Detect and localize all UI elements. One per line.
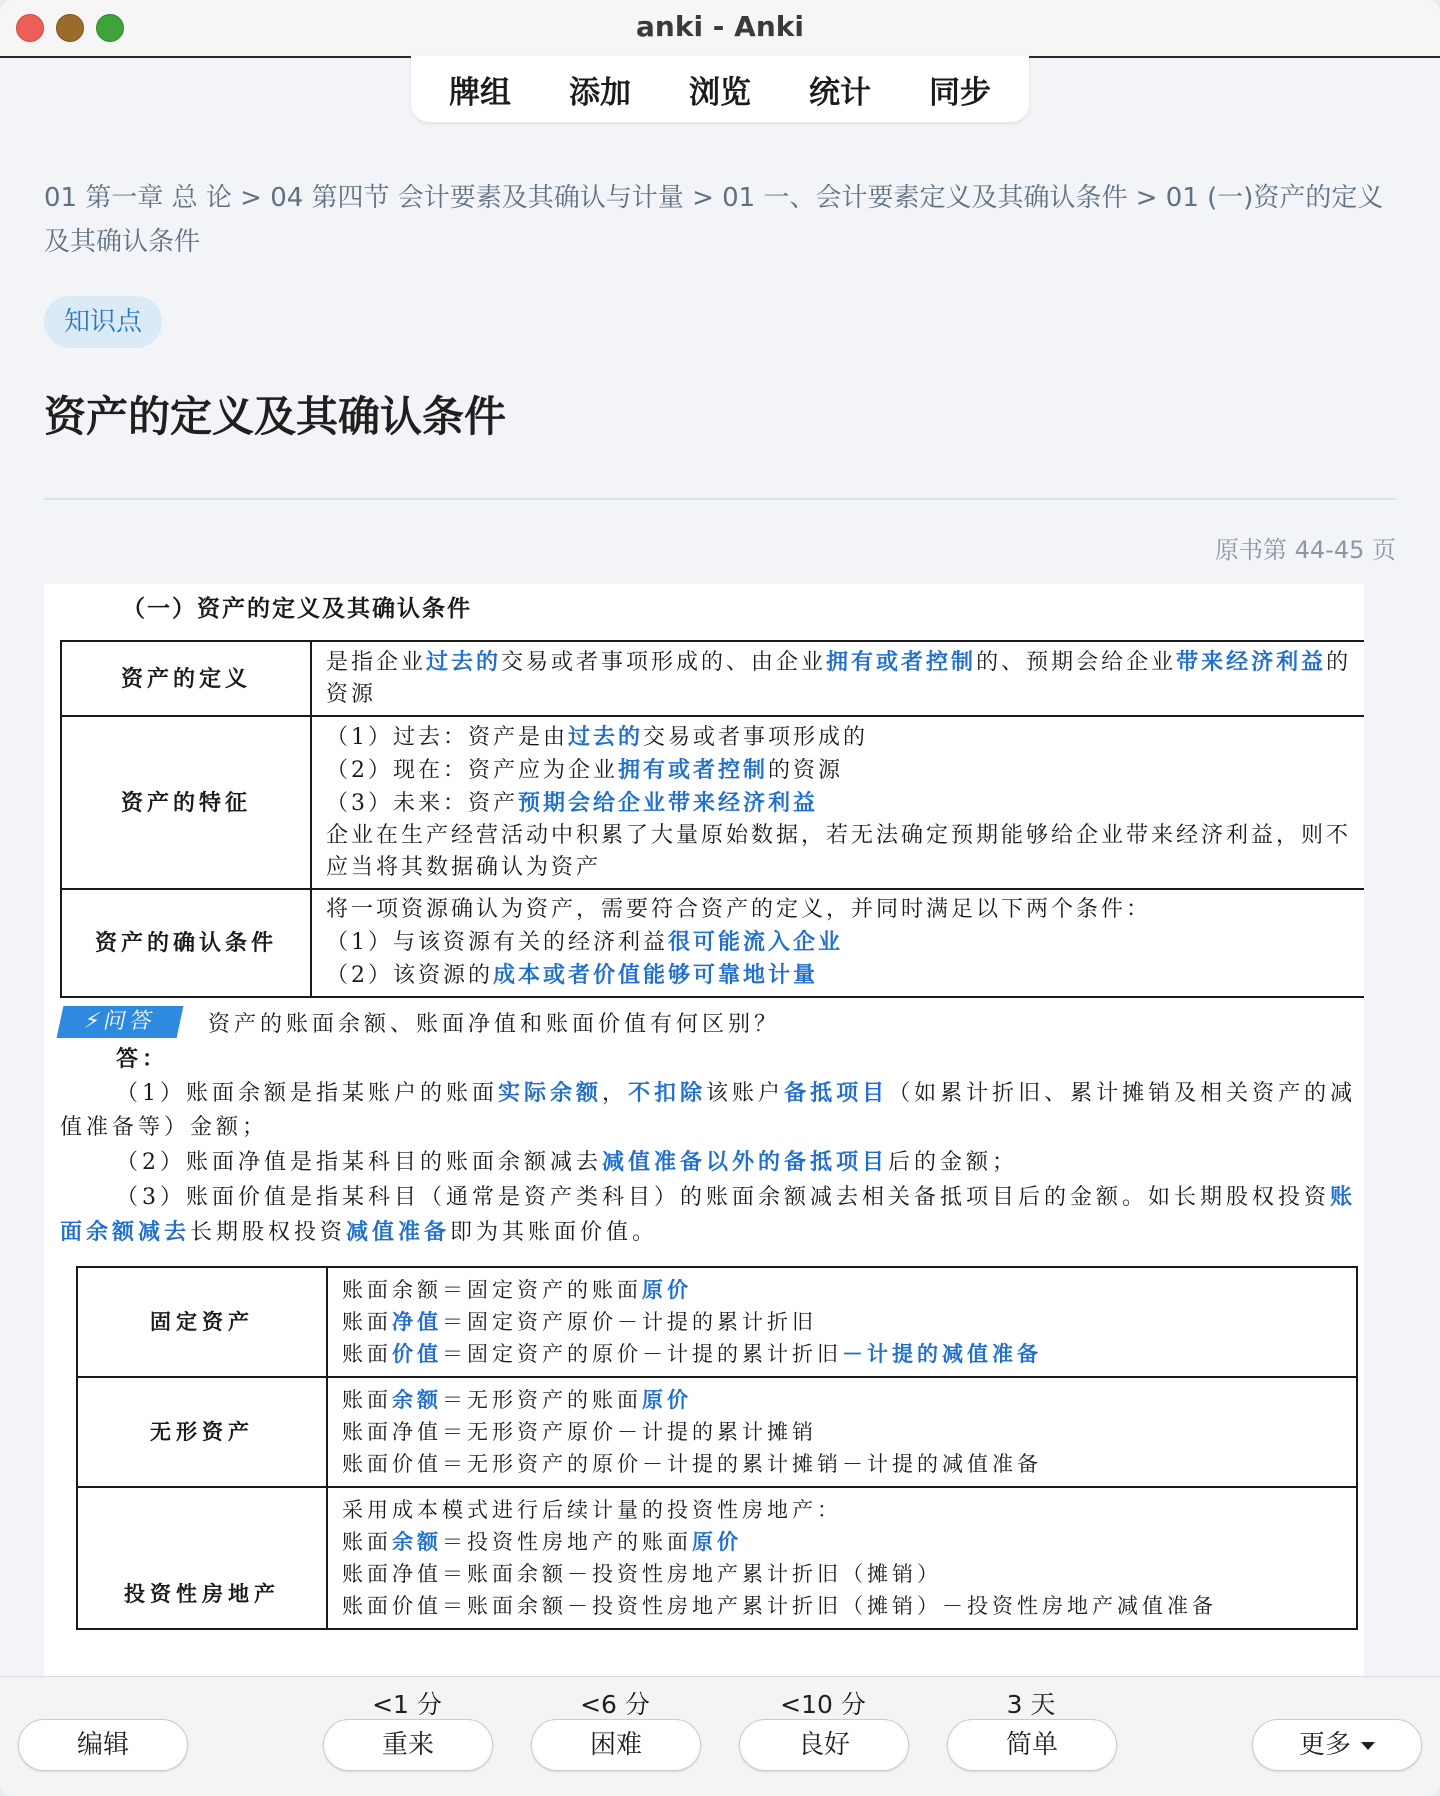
line: 将一项资源确认为资产，需要符合资产的定义，并同时满足以下两个条件： xyxy=(326,897,1152,922)
interval-again: <1 分 xyxy=(372,1690,442,1719)
highlight-text: 原价 xyxy=(642,1277,692,1302)
text: 账面 xyxy=(342,1342,392,1366)
highlight-text: 成本或者价值能够可靠地计量 xyxy=(493,962,819,988)
hard-button[interactable]: 困难 xyxy=(531,1719,701,1771)
table-cell xyxy=(327,1377,1357,1487)
page-title: 资产的定义及其确认条件 xyxy=(44,392,507,441)
line xyxy=(326,721,1364,754)
line: 账面净值＝账面余额－投资性房地产累计折旧（摊销） xyxy=(342,1562,942,1586)
table-cell xyxy=(311,641,1364,716)
nav-add[interactable]: 添加 xyxy=(569,74,631,111)
line xyxy=(342,1384,1342,1416)
text: （2）该资源的 xyxy=(326,963,493,988)
easy-button[interactable]: 简单 xyxy=(947,1719,1117,1771)
highlight-text: 拥有或者控制 xyxy=(618,757,769,783)
line: 采用成本模式进行后续计量的投资性房地产： xyxy=(342,1498,842,1522)
nav-stats[interactable]: 统计 xyxy=(809,74,871,111)
text: （3）账面价值是指某科目（通常是资产类科目）的账面余额减去相关备抵项目后的金额。如长期股权投资 xyxy=(116,1185,1331,1210)
table-cell xyxy=(311,716,1364,889)
interval-easy: 3 天 xyxy=(1006,1690,1056,1719)
edit-button[interactable]: 编辑 xyxy=(18,1719,188,1771)
text: ＝投资性房地产的账面 xyxy=(442,1530,692,1554)
text: 后的金额； xyxy=(888,1150,1019,1175)
good-button[interactable]: 良好 xyxy=(739,1719,909,1771)
row-header: 资产的确认条件 xyxy=(61,889,311,997)
page-reference: 原书第 44-45 页 xyxy=(1215,536,1396,564)
row-header: 无形资产 xyxy=(77,1377,327,1487)
text: 的、预期会给企业 xyxy=(976,650,1177,675)
highlight-text: 原价 xyxy=(642,1387,692,1412)
highlight-text: 减值准备 xyxy=(346,1219,451,1245)
text: 账面余额＝固定资产的账面 xyxy=(342,1278,642,1302)
highlight-text: －计提的减值准备 xyxy=(842,1341,1042,1366)
highlight-text: 过去的 xyxy=(426,649,502,675)
highlight-text: 账面余额减去 xyxy=(60,1184,1357,1245)
text: 交易或者事项形成的、由企业 xyxy=(501,650,827,675)
highlight-text: 价值 xyxy=(392,1341,442,1366)
book-value-table xyxy=(76,1266,1358,1630)
highlight-text: 拥有或者控制 xyxy=(826,649,977,675)
row-header: 资产的特征 xyxy=(61,716,311,889)
text: （1）账面余额是指某账户的账面 xyxy=(116,1081,498,1106)
breadcrumb: 01 第一章 总 论 > 04 第四节 会计要素及其确认与计量 > 01 一、会计要素定义及其确认条件 > 01 (一)资产的定义及其确认条件 xyxy=(44,183,1384,257)
table-row xyxy=(77,1267,1357,1377)
line: 账面价值＝无形资产的原价－计提的累计摊销－计提的减值准备 xyxy=(342,1452,1042,1476)
highlight-text: 余额 xyxy=(392,1387,442,1412)
text: （2）现在：资产应为企业 xyxy=(326,758,618,783)
answer-1 xyxy=(60,1076,1364,1145)
line xyxy=(342,1526,1342,1558)
qa-question xyxy=(60,1006,1364,1038)
answer-3 xyxy=(60,1180,1364,1250)
divider xyxy=(44,498,1396,500)
answer-label: 答： xyxy=(116,1046,169,1072)
text: 的资源 xyxy=(326,650,1352,707)
table-cell xyxy=(311,889,1364,997)
highlight-text: 实际余额 xyxy=(498,1080,603,1106)
top-nav xyxy=(411,56,1029,122)
text: （1）与该资源有关的经济利益 xyxy=(326,930,668,955)
highlight-text: 很可能流入企业 xyxy=(668,929,844,955)
line: 账面净值＝无形资产原价－计提的累计摊销 xyxy=(342,1420,817,1444)
interval-good: <10 分 xyxy=(780,1690,866,1719)
asset-definition-table xyxy=(60,640,1364,998)
question-text: 资产的账面余额、账面净值和账面价值有何区别？ xyxy=(208,1011,781,1037)
nav-sync[interactable]: 同步 xyxy=(929,74,991,111)
lightning-icon: ⚡ xyxy=(81,1009,107,1034)
table-row xyxy=(61,716,1364,889)
chevron-down-icon xyxy=(1361,1742,1375,1750)
nav-browse[interactable]: 浏览 xyxy=(689,74,751,111)
text: 账面 xyxy=(342,1310,392,1334)
line xyxy=(326,787,1364,820)
text: 账面 xyxy=(342,1530,392,1554)
again-button[interactable]: 重来 xyxy=(323,1719,493,1771)
text: ＝固定资产的原价－计提的累计折旧 xyxy=(442,1342,842,1366)
text: （3）未来：资产 xyxy=(326,791,518,816)
line xyxy=(342,1306,1342,1338)
text: （如累计折旧、累计摊销及相关资产的减值准备等）金额； xyxy=(60,1081,1357,1140)
more-label: 更多 xyxy=(1298,1730,1351,1760)
line xyxy=(326,959,1364,992)
table-cell xyxy=(327,1267,1357,1377)
line xyxy=(342,1274,1342,1306)
table-row xyxy=(61,641,1364,716)
highlight-text: 备抵项目 xyxy=(784,1080,889,1106)
line xyxy=(326,926,1364,959)
line xyxy=(326,754,1364,787)
highlight-text: 原价 xyxy=(692,1529,742,1554)
title-bar xyxy=(0,0,1440,58)
line: 账面价值＝账面余额－投资性房地产累计折旧（摊销）－投资性房地产减值准备 xyxy=(342,1594,1217,1618)
table-cell xyxy=(327,1487,1357,1629)
highlight-text: 不扣除 xyxy=(628,1080,707,1106)
qa-badge-label: 问答 xyxy=(101,1009,159,1034)
line: 企业在生产经营活动中积累了大量原始数据，若无法确定预期能够给企业带来经济利益，则不应当将其数据确认为资产 xyxy=(326,823,1352,880)
text: 即为其账面价值。 xyxy=(450,1220,659,1245)
highlight-text: 过去的 xyxy=(568,724,644,750)
more-button[interactable] xyxy=(1252,1719,1422,1771)
qa-badge xyxy=(57,1006,184,1038)
text: 的资源 xyxy=(768,758,844,783)
line xyxy=(342,1338,1342,1370)
text: ＝无形资产的账面 xyxy=(442,1388,642,1412)
text: 是指企业 xyxy=(326,650,427,675)
answer-bar xyxy=(0,1676,1440,1796)
table-row xyxy=(77,1377,1357,1487)
row-header: 投资性房地产 xyxy=(77,1487,327,1629)
highlight-text: 带来经济利益 xyxy=(1176,649,1327,675)
row-header: 资产的定义 xyxy=(61,641,311,716)
interval-hard: <6 分 xyxy=(580,1690,650,1719)
qa-answer xyxy=(60,1042,1364,1250)
nav-decks[interactable]: 牌组 xyxy=(449,74,511,111)
highlight-text: 预期会给企业带来经济利益 xyxy=(518,790,819,816)
knowledge-point-tag: 知识点 xyxy=(44,296,162,348)
text: 长期股权投资 xyxy=(190,1220,347,1245)
highlight-text: 净值 xyxy=(392,1309,442,1334)
text: 该账户 xyxy=(706,1081,785,1106)
text: 账面 xyxy=(342,1388,392,1412)
text: 交易或者事项形成的 xyxy=(643,725,869,750)
answer-2 xyxy=(60,1145,1364,1180)
table-row xyxy=(77,1487,1357,1629)
text: ， xyxy=(602,1081,629,1106)
highlight-text: 余额 xyxy=(392,1529,442,1554)
window-title: anki - Anki xyxy=(636,10,804,43)
row-header: 固定资产 xyxy=(77,1267,327,1377)
table-row xyxy=(61,889,1364,997)
scanned-textbook-page xyxy=(44,584,1364,1676)
text: （2）账面净值是指某科目的账面余额减去 xyxy=(116,1150,602,1175)
text: ＝固定资产原价－计提的累计折旧 xyxy=(442,1310,817,1334)
highlight-text: 减值准备以外的备抵项目 xyxy=(602,1149,889,1175)
text: （1）过去：资产是由 xyxy=(326,725,568,750)
section-heading: （一）资产的定义及其确认条件 xyxy=(122,595,472,622)
